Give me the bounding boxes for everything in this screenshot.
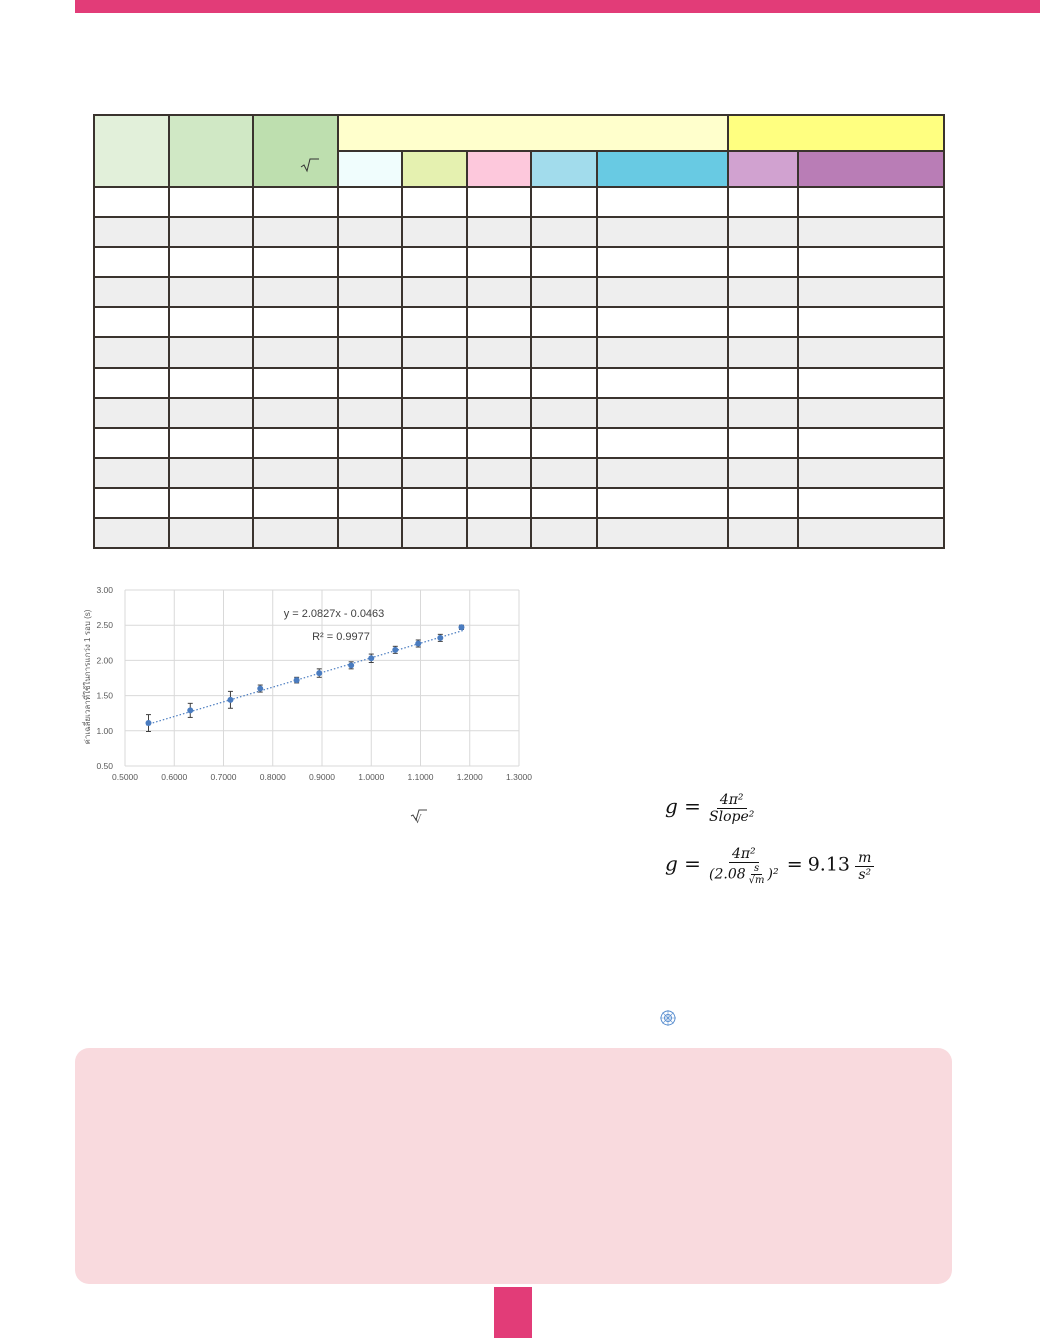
- table-row: [94, 337, 944, 367]
- chart-annotation-r2: R² = 0.9977: [312, 631, 370, 643]
- formula-1-fraction: [706, 792, 757, 825]
- table-row: [94, 217, 944, 247]
- x-tick-label: 1.1000: [407, 772, 434, 782]
- chart-y-axis-label: ค่าเฉลี่ยเวลาที่ใช้ในการแกว่ง 1 รอบ (s): [83, 609, 92, 745]
- sqrt-symbol-icon: [300, 158, 320, 172]
- x-tick-label: 0.7000: [210, 772, 237, 782]
- formula-1-denominator: Slope²: [709, 809, 755, 825]
- data-point: [415, 641, 421, 647]
- formula-gravity-slope: [665, 792, 757, 825]
- formula-2-equals: =: [786, 853, 803, 876]
- header-cell-1: [94, 115, 169, 187]
- notes-panel: [75, 1048, 952, 1284]
- x-tick-label: 1.0000: [358, 772, 385, 782]
- data-table: [93, 114, 945, 549]
- data-point: [145, 720, 151, 726]
- y-tick-label: 2.50: [96, 620, 113, 631]
- data-point: [187, 707, 193, 713]
- y-tick-label: 3.00: [96, 585, 113, 595]
- table-row: [94, 518, 944, 548]
- table-row: [94, 488, 944, 518]
- formula-1-numerator: 4π²: [717, 792, 747, 809]
- x-tick-label: 0.8000: [259, 772, 286, 782]
- formula-2-unit: [855, 850, 874, 883]
- data-point: [294, 677, 300, 683]
- x-tick-label: 0.9000: [309, 772, 335, 782]
- formula-2-fraction: [706, 846, 782, 886]
- subheader-cell-6: [728, 151, 798, 187]
- data-point: [368, 655, 374, 661]
- header-cell-3: [253, 115, 338, 187]
- table-row: [94, 307, 944, 337]
- x-axis-sqrt-icon: [410, 809, 428, 821]
- subheader-cell-5: [597, 151, 728, 187]
- subheader-cell-2: [402, 151, 467, 187]
- formula-2-lhs: g =: [665, 851, 701, 876]
- data-point: [316, 670, 322, 676]
- y-tick-label: 1.50: [96, 690, 113, 701]
- formula-2-den-post: )²: [767, 866, 779, 883]
- x-tick-label: 0.5000: [112, 772, 138, 782]
- formula-2-unit-fraction: [746, 863, 768, 886]
- table-row: [94, 368, 944, 398]
- table-row: [94, 247, 944, 277]
- emblem-icon: [658, 1008, 678, 1028]
- formula-1-lhs: g =: [665, 794, 701, 818]
- chart-x-axis-label: √: [414, 813, 422, 826]
- scatter-chart: [78, 580, 538, 826]
- formula-2-unit-denominator: s²: [858, 866, 872, 883]
- x-tick-label: 0.6000: [161, 772, 188, 782]
- formula-2-value: 9.13: [807, 853, 851, 876]
- y-tick-label: 1.00: [96, 725, 113, 736]
- header-group-b: [728, 115, 944, 151]
- header-cell-2: [169, 115, 253, 187]
- table-row: [94, 398, 944, 428]
- table-header-row-1: [94, 115, 944, 151]
- data-point: [458, 624, 464, 630]
- formula-2-unit-den: √m: [748, 875, 765, 886]
- formula-2-unit-num: s: [751, 863, 762, 875]
- y-tick-label: 0.50: [96, 761, 113, 771]
- data-point: [348, 662, 354, 668]
- x-tick-label: 1.2000: [456, 772, 483, 782]
- table-row: [94, 187, 944, 217]
- table-row: [94, 428, 944, 458]
- data-point: [437, 635, 443, 641]
- formula-2-denominator: [706, 863, 782, 886]
- y-tick-label: 2.00: [96, 655, 113, 666]
- table-row: [94, 458, 944, 488]
- subheader-cell-3: [467, 151, 531, 187]
- data-point: [392, 647, 398, 653]
- formula-gravity-result: [665, 846, 874, 886]
- subheader-cell-1: [338, 151, 402, 187]
- top-accent-bar: [75, 0, 1040, 13]
- header-group-a: [338, 115, 728, 151]
- table-row: [94, 277, 944, 307]
- x-tick-label: 1.3000: [506, 772, 532, 782]
- formula-2-den-pre: (2.08: [709, 866, 746, 883]
- data-point: [227, 697, 233, 703]
- chart-annotation-equation: y = 2.0827x - 0.0463: [283, 608, 385, 620]
- subheader-cell-7: [798, 151, 944, 187]
- subheader-cell-4: [531, 151, 597, 187]
- data-point: [257, 686, 263, 692]
- formula-2-unit-numerator: m: [855, 850, 874, 867]
- page-tab: [494, 1287, 532, 1338]
- formula-2-numerator: 4π²: [729, 846, 759, 863]
